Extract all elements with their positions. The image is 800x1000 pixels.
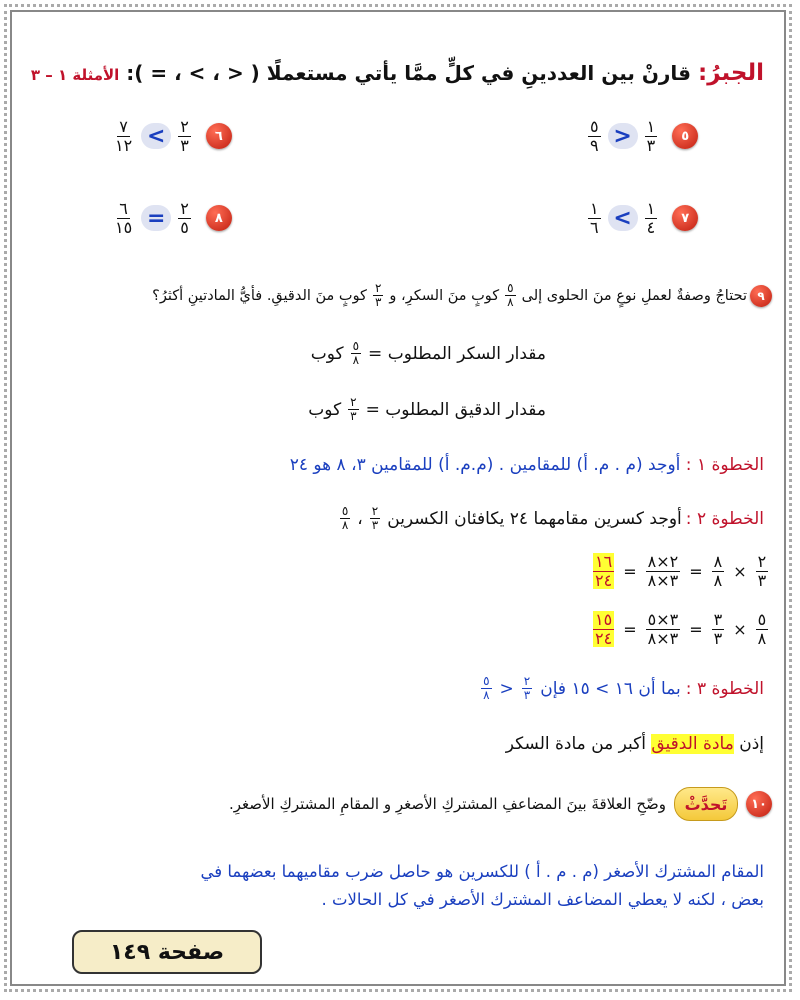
algebra-label: الجبرُ: xyxy=(698,60,764,86)
fraction-b: $\frac{٧}{١٢}$ xyxy=(115,117,133,155)
step-2: الخطوة ٢ : أوجد كسرين مقامهما ٢٤ يكافئان الكسرين $\frac{٢}{٣}$ ، $\frac{٥}{٨}$ xyxy=(341,504,764,533)
fraction-b: $\frac{١}{٦}$ xyxy=(590,199,599,237)
question-text-part1: تحتاجُ وصفةٌ لعملِ نوعٍ منَ الحلوى إلى xyxy=(521,287,747,304)
comparison-sign: > xyxy=(608,123,638,149)
question-10 xyxy=(229,787,772,821)
fraction-b: $\frac{٥}{٩}$ xyxy=(590,117,599,155)
instruction-text: قارنْ بين العددينِ في كلٍّ ممَّا يأتي مستعملًا ( < ، > ، = ): xyxy=(126,61,692,85)
fraction-b: $\frac{٦}{١٥}$ xyxy=(115,199,133,237)
fraction-a: $\frac{٢}{٣}$ xyxy=(180,117,189,155)
step-3: الخطوة ٣ : بما أن ١٦ > ١٥ فإن $\frac{٢}{٣}$ < $\frac{٥}{٨}$ xyxy=(483,674,764,703)
question-10-answer: المقام المشترك الأصغر (م . م . أ ) للكسرين هو حاصل ضرب مقاميهما بعضهما في بعض ، لكنه لا يعطي المضاعف المشترك الأصغر في كل الحالات . xyxy=(200,862,764,909)
problem-number-badge: ٨ xyxy=(206,205,232,231)
examples-reference: الأمثلة ١ – ٣ xyxy=(30,66,120,84)
highlighted-term: مادة الدقيق xyxy=(651,734,734,754)
question-9 xyxy=(152,282,772,309)
result-fraction: $\frac{١٦}{٢٤}$ xyxy=(595,552,613,590)
comparison-sign: < xyxy=(141,123,171,149)
problem-8 xyxy=(110,200,232,236)
question-text-part3: كوبٍ منَ الدقيقِ. فأيُّ المادتينِ أكثرُ؟ xyxy=(152,287,367,304)
question-number-badge: ١٠ xyxy=(746,791,772,817)
fraction-a: $\frac{١}{٤}$ xyxy=(646,199,656,237)
problem-number-badge: ٧ xyxy=(672,205,698,231)
comparison-sign: < xyxy=(608,205,638,231)
result-fraction: $\frac{١٥}{٢٤}$ xyxy=(595,610,613,648)
sugar-amount-line: مقدار السكر المطلوب = $\frac{٥}{٨}$ كوب xyxy=(310,339,546,368)
talk-badge: تَحدَّثْ xyxy=(674,787,738,821)
page-number-box xyxy=(72,930,262,974)
problem-5 xyxy=(585,118,698,154)
question-number-badge: ٩ xyxy=(750,285,772,307)
page-number: صفحة ١٤٩ xyxy=(109,939,225,965)
fraction-a: $\frac{٢}{٥}$ xyxy=(180,199,189,237)
problem-7 xyxy=(585,200,698,236)
flour-fraction: $\frac{٢}{٣}$ xyxy=(374,281,382,310)
problem-6 xyxy=(110,118,232,154)
page-border xyxy=(10,10,786,986)
question-text: وضّحِ العلاقةَ بينَ المضاعفِ المشتركِ الأصغرِ و المقامِ المشتركِ الأصغرِ. xyxy=(228,795,666,813)
equation-2: $\frac{١٥}{٢٤}$ = $\frac{٣\times ٥}{٣\times ٨}$ = $\frac{٣}{٣}$ × $\frac{٥}{٨}$ xyxy=(595,610,767,648)
conclusion: إذن مادة الدقيق أكبر من مادة السكر xyxy=(505,734,764,754)
problem-number-badge: ٥ xyxy=(672,123,698,149)
equation-1: $\frac{١٦}{٢٤}$ = $\frac{٢\times ٨}{٣\times ٨}$ = $\frac{٨}{٨}$ × $\frac{٢}{٣}$ xyxy=(595,552,767,590)
problem-number-badge: ٦ xyxy=(206,123,232,149)
fraction-a: $\frac{١}{٣}$ xyxy=(646,117,656,155)
exercise-header xyxy=(31,60,764,86)
question-text-part2: كوبٍ منَ السكرِ، و xyxy=(389,287,500,304)
sugar-fraction: $\frac{٥}{٨}$ xyxy=(507,281,514,310)
step-1: الخطوة ١ : أوجد (م . م. أ) للمقامين . (م.م. أ) للمقامين ٣، ٨ هو ٢٤ xyxy=(289,455,764,475)
comparison-sign: = xyxy=(141,205,171,231)
flour-amount-line: مقدار الدقيق المطلوب = $\frac{٢}{٣}$ كوب xyxy=(308,395,546,424)
